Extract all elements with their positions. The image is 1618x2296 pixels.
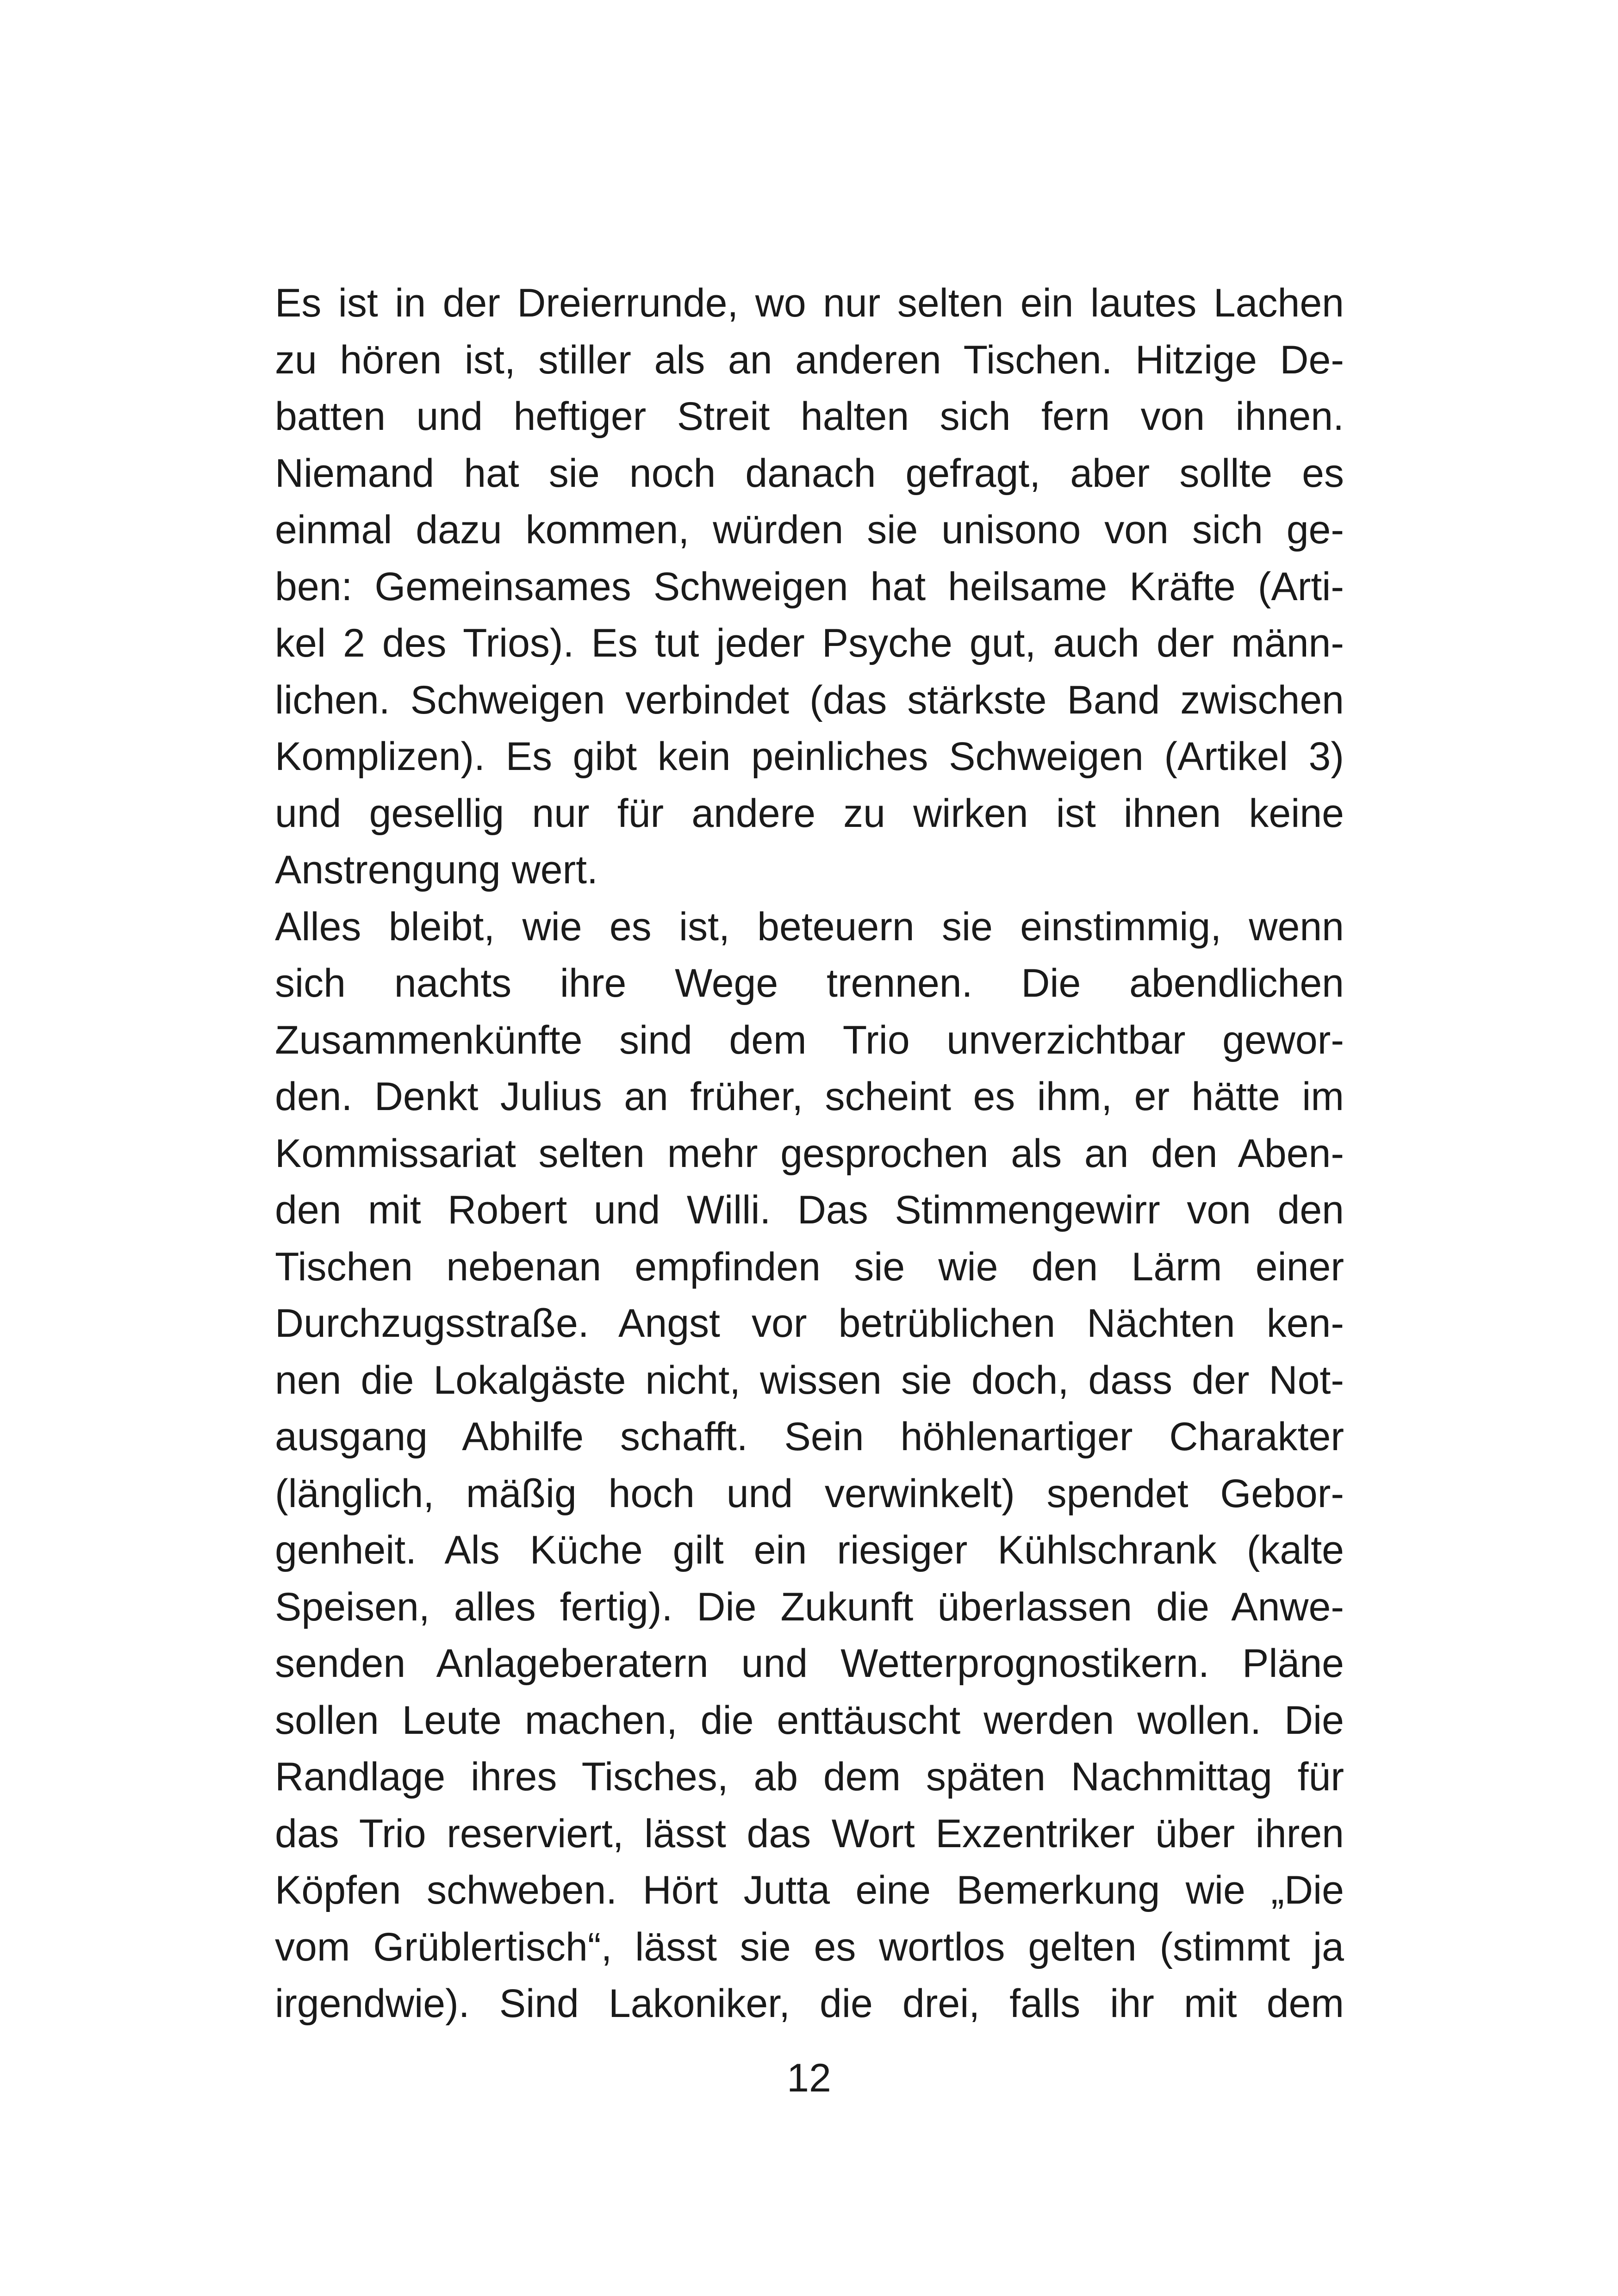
text-line: Köpfen schweben. Hört Jutta eine Bemerkung wie „Die [275, 1868, 1344, 1912]
text-line: Tischen nebenan empfinden sie wie den Lärm einer [275, 1244, 1344, 1289]
text-line: Alles bleibt, wie es ist, beteuern sie einstimmig, wenn [275, 904, 1344, 949]
body-text [275, 275, 1344, 2032]
text-line: das Trio reserviert, lässt das Wort Exzentriker über ihren [275, 1811, 1344, 1856]
text-line: kel 2 des Trios). Es tut jeder Psyche gut, auch der männ- [275, 621, 1344, 665]
text-line: sollen Leute machen, die enttäuscht werden wollen. Die [275, 1698, 1344, 1743]
text-line: Es ist in der Dreierrunde, wo nur selten ein lautes Lachen [275, 281, 1344, 325]
text-line: den. Denkt Julius an früher, scheint es ihm, er hätte im [275, 1074, 1344, 1119]
text-line: Komplizen). Es gibt kein peinliches Schweigen (Artikel 3) [275, 734, 1344, 779]
text-line: ausgang Abhilfe schafft. Sein höhlenartiger Charakter [275, 1415, 1344, 1459]
text-line: Durchzugsstraße. Angst vor betrüblichen Nächten ken- [275, 1301, 1344, 1346]
text-line: irgendwie). Sind Lakoniker, die drei, falls ihr mit dem [275, 1981, 1344, 2026]
text-line: Kommissariat selten mehr gesprochen als an den Aben- [275, 1131, 1344, 1176]
text-line: lichen. Schweigen verbindet (das stärkste Band zwischen [275, 677, 1344, 722]
text-line: Anstrengung wert. [275, 848, 598, 892]
text-line: vom Grüblertisch“, lässt sie es wortlos gelten (stimmt ja [275, 1924, 1344, 1969]
text-line: genheit. Als Küche gilt ein riesiger Kühlschrank (kalte [275, 1528, 1344, 1572]
paragraph-2 [275, 899, 1344, 2032]
text-line: batten und heftiger Streit halten sich fern von ihnen. [275, 394, 1344, 439]
text-line: (länglich, mäßig hoch und verwinkelt) spendet Gebor- [275, 1471, 1344, 1516]
text-line: Randlage ihres Tisches, ab dem späten Nachmittag für [275, 1755, 1344, 1799]
text-line: Zusammenkünfte sind dem Trio unverzichtbar gewor- [275, 1018, 1344, 1062]
text-line: Speisen, alles fertig). Die Zukunft überlassen die Anwe- [275, 1584, 1344, 1629]
text-line: einmal dazu kommen, würden sie unisono von sich ge- [275, 508, 1344, 552]
text-line: den mit Robert und Willi. Das Stimmengewirr von den [275, 1188, 1344, 1232]
page-number: 12 [787, 2056, 831, 2100]
text-line: und gesellig nur für andere zu wirken ist ihnen keine [275, 791, 1344, 836]
text-line: senden Anlageberatern und Wetterprognostikern. Pläne [275, 1641, 1344, 1686]
paragraph-1 [275, 275, 1344, 899]
text-line: ben: Gemeinsames Schweigen hat heilsame Kräfte (Arti- [275, 564, 1344, 609]
text-line: sich nachts ihre Wege trennen. Die abendlichen [275, 961, 1344, 1005]
text-line: Niemand hat sie noch danach gefragt, aber sollte es [275, 451, 1344, 496]
text-line: zu hören ist, stiller als an anderen Tischen. Hitzige De- [275, 337, 1344, 382]
text-line: nen die Lokalgäste nicht, wissen sie doch, dass der Not- [275, 1358, 1344, 1402]
